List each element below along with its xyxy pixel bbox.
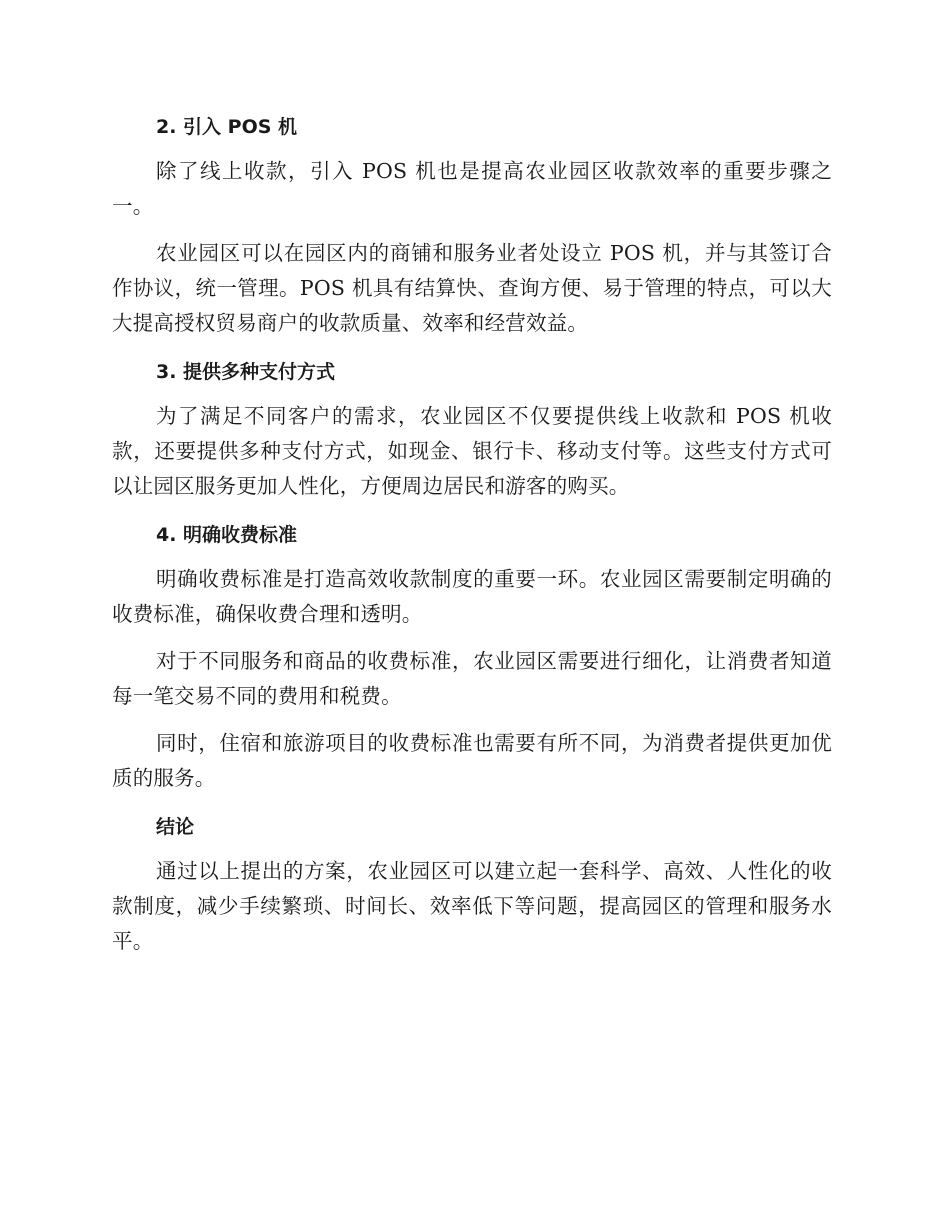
- paragraph: 通过以上提出的方案，农业园区可以建立起一套科学、高效、人性化的收款制度，减少手续繁琐、时间长、效率低下等问题，提高园区的管理和服务水平。: [112, 859, 832, 953]
- section-heading-conclusion: 结论: [156, 816, 195, 838]
- section-heading-fee-standards: 4. 明确收费标准: [156, 524, 298, 546]
- paragraph: 明确收费标准是打造高效收款制度的重要一环。农业园区需要制定明确的收费标准，确保收费合理和透明。: [112, 567, 832, 626]
- section-heading-payment-methods: 3. 提供多种支付方式: [156, 361, 336, 383]
- paragraph: 同时，住宿和旅游项目的收费标准也需要有所不同，为消费者提供更加优质的服务。: [112, 731, 832, 790]
- section-heading-pos: 2. 引入 POS 机: [156, 116, 298, 138]
- paragraph: 对于不同服务和商品的收费标准，农业园区需要进行细化，让消费者知道每一笔交易不同的费用和税费。: [112, 649, 832, 708]
- document-page: [112, 108, 832, 971]
- paragraph: 除了线上收款，引入 POS 机也是提高农业园区收款效率的重要步骤之一。: [112, 159, 832, 218]
- paragraph: 农业园区可以在园区内的商铺和服务业者处设立 POS 机，并与其签订合作协议，统一管理。POS 机具有结算快、查询方便、易于管理的特点，可以大大提高授权贸易商户的收款质量、效率和经营效益。: [112, 241, 832, 335]
- paragraph: 为了满足不同客户的需求，农业园区不仅要提供线上收款和 POS 机收款，还要提供多种支付方式，如现金、银行卡、移动支付等。这些支付方式可以让园区服务更加人性化，方便周边居民和游客的购买。: [112, 404, 832, 498]
